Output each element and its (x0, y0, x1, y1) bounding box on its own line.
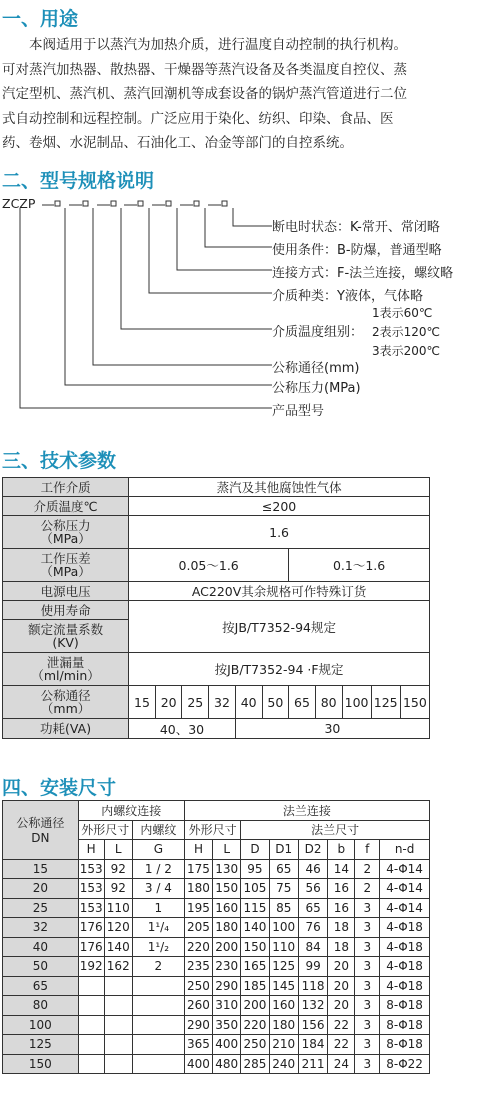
param-label: 功耗(VA) (3, 719, 129, 739)
dim-cell: 156 (298, 1015, 327, 1035)
flange-connection-header: 法兰连接 (184, 801, 429, 821)
dim-cell (78, 1054, 104, 1074)
table-row (3, 898, 430, 918)
dim-cell: 3 / 4 (132, 879, 184, 899)
dim-cell: 235 (184, 957, 212, 977)
dim-cell: 2 (355, 879, 380, 899)
dim-cell: 125 (269, 957, 298, 977)
model-label-use-condition: 使用条件：B-防爆，普通型略 (272, 243, 442, 258)
dn-value: 150 (400, 686, 429, 719)
dim-cell: 1 / 2 (132, 859, 184, 879)
table-row (3, 549, 430, 582)
dn-value: 15 (129, 686, 156, 719)
dim-cell: 118 (298, 976, 327, 996)
dim-cell: 56 (298, 879, 327, 899)
dim-cell: 75 (269, 879, 298, 899)
dim-cell: 16 (328, 879, 355, 899)
dn-cell: 25 (3, 898, 79, 918)
dim-cell (104, 1015, 132, 1035)
dn-header-line: 公称通径 (16, 816, 65, 831)
dim-cell: 145 (269, 976, 298, 996)
dn-value: 50 (262, 686, 289, 719)
dim-cell: 153 (78, 898, 104, 918)
param-label-line: 额定流量系数 (28, 622, 104, 637)
dim-cell: 180 (269, 1015, 298, 1035)
dim-cell: 480 (213, 1054, 241, 1074)
dim-cell: 140 (241, 918, 269, 938)
dim-cell: 250 (241, 1035, 269, 1055)
param-label-line: 公称通径 (40, 688, 91, 703)
dim-cell: 24 (328, 1054, 355, 1074)
section-heading-usage: 一、用途 (2, 8, 79, 30)
dim-cell: 92 (104, 859, 132, 879)
dn-value: 80 (315, 686, 342, 719)
dim-cell: 160 (213, 898, 241, 918)
table-row (3, 937, 430, 957)
dim-cell: 4-Φ14 (380, 859, 430, 879)
dim-cell: 211 (298, 1054, 327, 1074)
dim-cell: 140 (104, 937, 132, 957)
param-value: 蒸汽及其他腐蚀性气体 (129, 478, 430, 497)
section-heading-model: 二、型号规格说明 (2, 170, 155, 192)
usage-line: 药、卷烟、水泥制品、石油化工、冶金等部门的自控系统。 (2, 135, 353, 151)
dim-cell: 3 (355, 918, 380, 938)
model-label-temp-group: 介质温度组别： (272, 325, 364, 340)
dim-cell: 180 (213, 918, 241, 938)
param-label (3, 686, 129, 719)
col-header: H (78, 840, 104, 860)
param-value: 按JB/T7352-94规定 (129, 601, 430, 653)
dim-cell: 1¹/₂ (132, 937, 184, 957)
dim-cell: 150 (241, 937, 269, 957)
dim-cell: 2 (132, 957, 184, 977)
param-label-line: （MPa） (40, 564, 91, 579)
dim-cell: 20 (328, 976, 355, 996)
dim-cell (104, 976, 132, 996)
dn-value: 32 (209, 686, 236, 719)
table-row (3, 478, 430, 497)
dim-cell: 153 (78, 859, 104, 879)
model-label-nominal-diameter: 公称通径(mm) (272, 361, 360, 376)
usage-paragraph (2, 33, 494, 156)
dim-cell: 3 (355, 1054, 380, 1074)
dim-cell: 400 (184, 1054, 212, 1074)
table-row (3, 918, 430, 938)
model-label-product-model: 产品型号 (272, 404, 325, 419)
dim-cell: 100 (269, 918, 298, 938)
table-row (3, 1035, 430, 1055)
dim-cell: 220 (184, 937, 212, 957)
dn-value: 40 (235, 686, 262, 719)
table-row (3, 582, 430, 601)
dn-value: 125 (371, 686, 400, 719)
dim-cell: 165 (241, 957, 269, 977)
model-label-temp-2: 2表示120℃ (372, 325, 441, 339)
dim-cell: 260 (184, 996, 212, 1016)
dim-cell: 18 (328, 937, 355, 957)
dn-value: 20 (155, 686, 182, 719)
dn-cell: 65 (3, 976, 79, 996)
dim-cell (104, 1035, 132, 1055)
dim-cell: 200 (241, 996, 269, 1016)
table-row (3, 976, 430, 996)
dim-cell: 285 (241, 1054, 269, 1074)
model-label-temp-3: 3表示200℃ (372, 344, 441, 358)
dim-cell: 150 (213, 879, 241, 899)
table-row (3, 497, 430, 516)
dim-cell: 4-Φ18 (380, 976, 430, 996)
dim-cell: 160 (269, 996, 298, 1016)
dn-value: 25 (182, 686, 209, 719)
dim-cell: 130 (213, 859, 241, 879)
tech-params-table (2, 477, 430, 739)
dn-cell: 40 (3, 937, 79, 957)
dn-cell: 50 (3, 957, 79, 977)
dim-cell (78, 976, 104, 996)
dim-cell (132, 996, 184, 1016)
col-header: D (241, 840, 269, 860)
dim-cell: 4-Φ14 (380, 898, 430, 918)
dim-cell: 200 (213, 937, 241, 957)
dim-cell: 210 (269, 1035, 298, 1055)
dim-cell (132, 976, 184, 996)
table-row (3, 1015, 430, 1035)
dim-cell: 65 (269, 859, 298, 879)
outer-dims-header: 外形尺寸 (184, 820, 240, 840)
col-header: L (213, 840, 241, 860)
thread-header: 内螺纹 (132, 820, 184, 840)
dim-cell: 192 (78, 957, 104, 977)
dim-cell: 3 (355, 976, 380, 996)
dim-cell: 84 (298, 937, 327, 957)
dim-cell: 4-Φ18 (380, 918, 430, 938)
dim-cell (78, 1035, 104, 1055)
dn-header (3, 801, 79, 860)
dim-cell: 195 (184, 898, 212, 918)
param-value: ≤200 (129, 497, 430, 516)
dim-cell (104, 1054, 132, 1074)
param-value: 0.05～1.6 (129, 549, 289, 582)
install-dimensions-table (2, 800, 430, 1074)
dim-cell: 22 (328, 1015, 355, 1035)
usage-line: 本阀适用于以蒸汽为加热介质，进行温度自动控制的执行机构。 (2, 37, 407, 53)
table-row (3, 686, 430, 719)
flange-size-header: 法兰尺寸 (241, 820, 430, 840)
param-label: 介质温度℃ (3, 497, 129, 516)
dn-cell: 125 (3, 1035, 79, 1055)
dim-cell: 120 (104, 918, 132, 938)
dn-cell: 100 (3, 1015, 79, 1035)
dim-cell: 400 (213, 1035, 241, 1055)
dim-cell: 22 (328, 1035, 355, 1055)
dim-cell: 240 (269, 1054, 298, 1074)
section-heading-tech-params: 三、技术参数 (2, 450, 117, 472)
dim-cell: 105 (241, 879, 269, 899)
dn-cell: 32 (3, 918, 79, 938)
model-label-medium-type: 介质种类：Y液体，气体略 (272, 289, 423, 304)
dim-cell: 3 (355, 898, 380, 918)
dim-cell: 8-Φ22 (380, 1054, 430, 1074)
param-value: 40、30 (129, 719, 236, 739)
model-label-nominal-pressure: 公称压力(MPa) (272, 381, 361, 396)
dim-cell: 85 (269, 898, 298, 918)
param-label: 工作介质 (3, 478, 129, 497)
table-row (3, 957, 430, 977)
dn-value: 100 (342, 686, 371, 719)
dim-cell: 310 (213, 996, 241, 1016)
dim-cell: 4-Φ14 (380, 879, 430, 899)
dim-cell: 230 (213, 957, 241, 977)
table-header-row (3, 801, 430, 821)
dim-cell: 184 (298, 1035, 327, 1055)
dim-cell: 8-Φ18 (380, 996, 430, 1016)
dim-cell: 3 (355, 937, 380, 957)
param-label-line: 泄漏量 (46, 655, 85, 670)
dim-cell: 365 (184, 1035, 212, 1055)
table-row (3, 996, 430, 1016)
dim-cell: 176 (78, 937, 104, 957)
model-prefix: ZCZP (2, 196, 36, 211)
dim-cell: 162 (104, 957, 132, 977)
col-header: n-d (380, 840, 430, 860)
param-label-line: 工作压差 (40, 551, 91, 566)
col-header: f (355, 840, 380, 860)
dn-cell: 20 (3, 879, 79, 899)
dim-cell: 180 (184, 879, 212, 899)
param-value: 1.6 (129, 516, 430, 549)
model-code-diagram (0, 186, 498, 426)
dim-cell: 290 (213, 976, 241, 996)
usage-line: 可对蒸汽加热器、散热器、干燥器等蒸汽设备及各类温度自控仪、蒸 (2, 61, 407, 78)
col-header: H (184, 840, 212, 860)
param-label (3, 653, 129, 686)
col-header: D1 (269, 840, 298, 860)
dim-cell (132, 1054, 184, 1074)
usage-line: 式自动控制和远程控制。广泛应用于染化、纺织、印染、食品、医 (2, 110, 394, 127)
dim-cell: 8-Φ18 (380, 1035, 430, 1055)
dim-cell: 4-Φ18 (380, 957, 430, 977)
dim-cell: 290 (184, 1015, 212, 1035)
table-row (3, 601, 430, 620)
dim-cell (78, 996, 104, 1016)
param-label: 电源电压 (3, 582, 129, 601)
col-header: G (132, 840, 184, 860)
dim-cell: 250 (184, 976, 212, 996)
table-row (3, 516, 430, 549)
param-value: 30 (235, 719, 429, 739)
param-label (3, 549, 129, 582)
dim-cell: 14 (328, 859, 355, 879)
dim-cell: 205 (184, 918, 212, 938)
dim-cell: 92 (104, 879, 132, 899)
dn-cell: 80 (3, 996, 79, 1016)
table-row (3, 859, 430, 879)
col-header: D2 (298, 840, 327, 860)
param-label-line: （ml/min） (31, 668, 100, 683)
dim-cell: 99 (298, 957, 327, 977)
param-label-line: （MPa） (40, 531, 91, 546)
col-header: b (328, 840, 355, 860)
param-label: 使用寿命 (3, 601, 129, 620)
dim-cell: 18 (328, 918, 355, 938)
param-label (3, 620, 129, 653)
col-header: L (104, 840, 132, 860)
model-label-temp-1: 1表示60℃ (372, 306, 433, 320)
dim-cell: 1¹/₄ (132, 918, 184, 938)
dim-cell: 3 (355, 996, 380, 1016)
dim-cell: 20 (328, 957, 355, 977)
param-value: 按JB/T7352-94 ·F规定 (129, 653, 430, 686)
dim-cell: 110 (104, 898, 132, 918)
table-row (3, 719, 430, 739)
section-heading-install-dims: 四、安装尺寸 (2, 777, 117, 799)
usage-line: 汽定型机、蒸汽机、蒸汽回潮机等成套设备的锅炉蒸汽管道进行二位 (2, 86, 407, 102)
dim-cell: 153 (78, 879, 104, 899)
dn-cell: 150 (3, 1054, 79, 1074)
dim-cell: 1 (132, 898, 184, 918)
dim-cell: 4-Φ18 (380, 937, 430, 957)
dim-cell: 3 (355, 1035, 380, 1055)
dim-cell: 8-Φ18 (380, 1015, 430, 1035)
dim-cell: 3 (355, 1015, 380, 1035)
dn-value: 65 (289, 686, 316, 719)
dim-cell: 3 (355, 957, 380, 977)
dim-cell: 110 (269, 937, 298, 957)
dim-cell: 176 (78, 918, 104, 938)
dim-cell: 220 (241, 1015, 269, 1035)
param-label (3, 516, 129, 549)
dim-cell: 20 (328, 996, 355, 1016)
dim-cell: 2 (355, 859, 380, 879)
dim-cell: 46 (298, 859, 327, 879)
dim-cell: 132 (298, 996, 327, 1016)
param-value: 0.1～1.6 (289, 549, 430, 582)
param-label-line: 公称压力 (40, 518, 91, 533)
dn-header-line: DN (31, 831, 50, 846)
dn-cell: 15 (3, 859, 79, 879)
table-row (3, 879, 430, 899)
param-label-line: （mm） (40, 701, 91, 716)
dim-cell: 65 (298, 898, 327, 918)
dim-cell (132, 1015, 184, 1035)
outer-dims-header: 外形尺寸 (78, 820, 132, 840)
dim-cell: 95 (241, 859, 269, 879)
table-row (3, 653, 430, 686)
model-label-power-off-state: 断电时状态：K-常开、常闭略 (272, 220, 440, 235)
dim-cell: 76 (298, 918, 327, 938)
dim-cell: 115 (241, 898, 269, 918)
dim-cell: 185 (241, 976, 269, 996)
dim-cell (104, 996, 132, 1016)
dim-cell: 350 (213, 1015, 241, 1035)
table-row (3, 1054, 430, 1074)
dim-cell: 16 (328, 898, 355, 918)
dim-cell: 175 (184, 859, 212, 879)
param-value: AC220V其余规格可作特殊订货 (129, 582, 430, 601)
dims-body (3, 859, 430, 1074)
param-label-line: (KV) (52, 635, 79, 650)
dim-cell (132, 1035, 184, 1055)
thread-connection-header: 内螺纹连接 (78, 801, 184, 821)
dim-cell (78, 1015, 104, 1035)
model-label-connection: 连接方式：F-法兰连接，螺纹略 (272, 266, 454, 281)
